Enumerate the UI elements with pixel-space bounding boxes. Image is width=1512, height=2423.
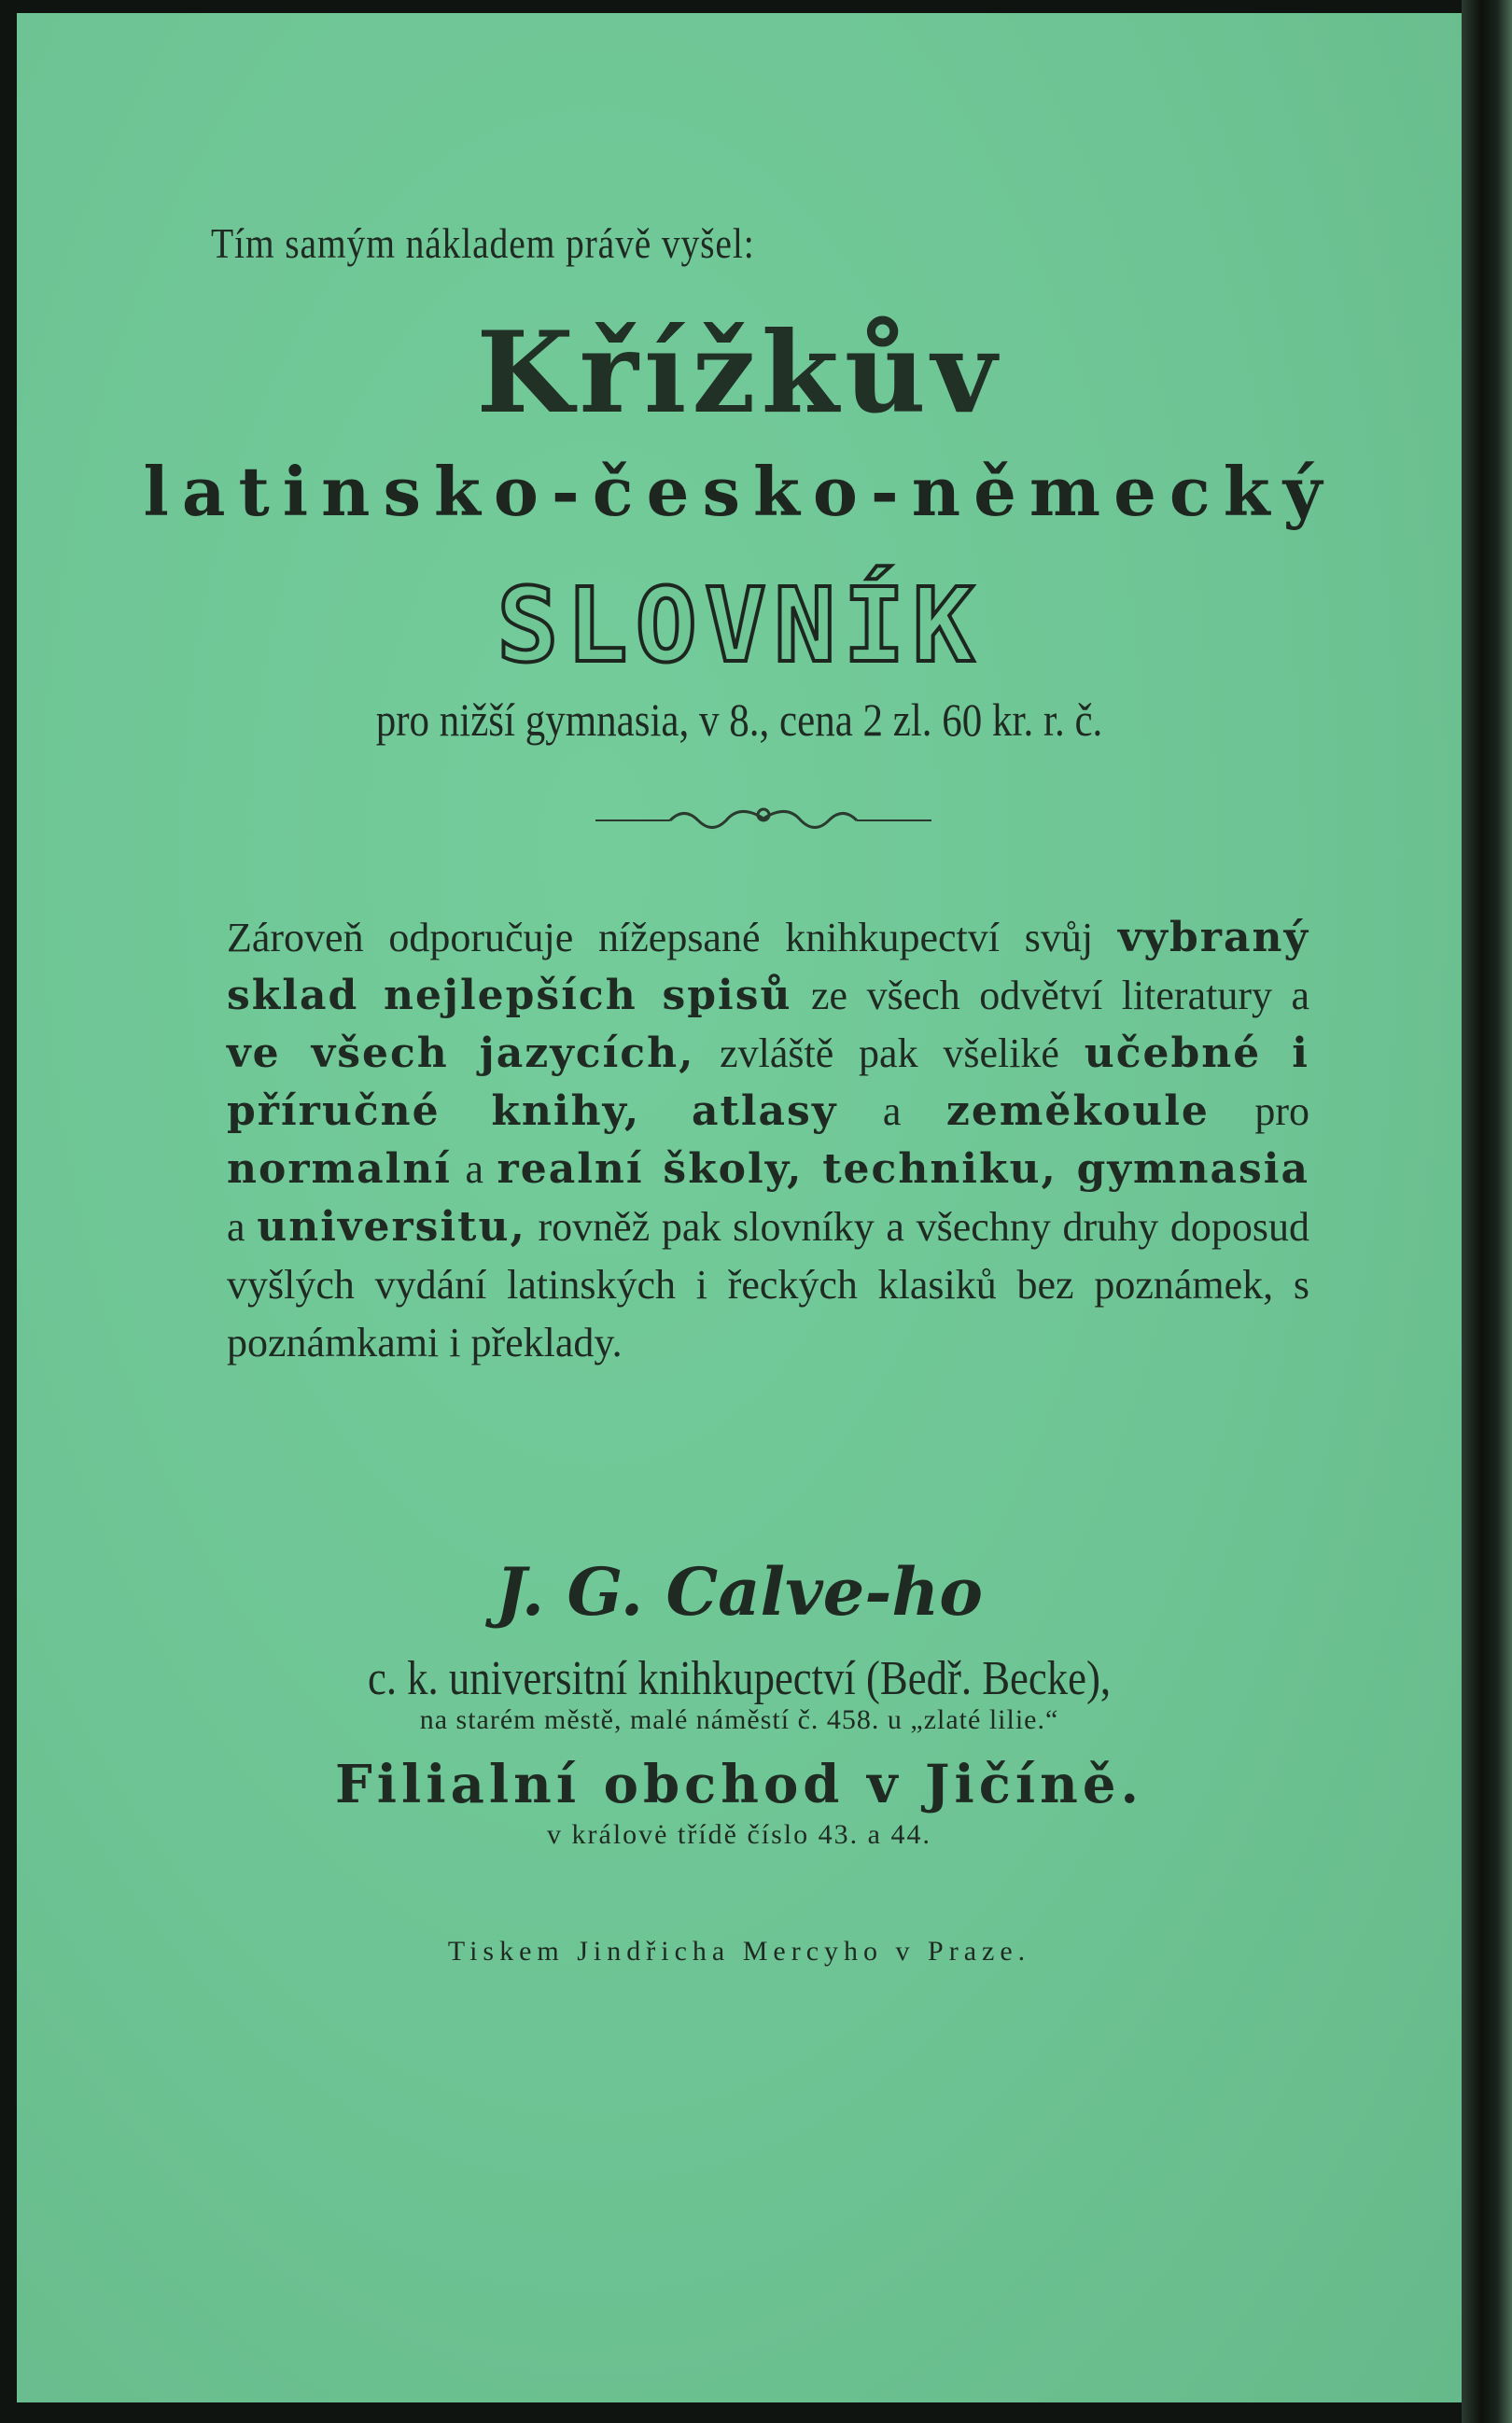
title-subtitle: latinsko-česko-německý — [143, 452, 1336, 531]
book-spine — [1462, 0, 1512, 2423]
branch-address: v královė třídě číslo 43. a 44. — [547, 1819, 931, 1850]
body-text-7: a — [227, 1204, 245, 1250]
body-text-4: a — [882, 1088, 902, 1134]
body-text-6: a — [465, 1146, 484, 1192]
page — [17, 13, 1462, 2402]
body-text-2: ze všech odvětví literatury a — [811, 973, 1310, 1018]
title-name: Křížkův — [476, 307, 1002, 439]
body-bold-3: učebné i příručné knihy, atlasy — [227, 1029, 1310, 1135]
body-bold-2: ve všech jazycích, — [227, 1029, 695, 1077]
body-bold-5: normalní — [227, 1145, 453, 1193]
publisher-name: J. G. Calve-ho — [496, 1553, 983, 1631]
publisher-address: na starém městě, malé náměstí č. 458. u „zlaté lilie.“ — [419, 1704, 1059, 1735]
edition-line: pro nižší gymnasia, v 8., cena 2 zl. 60 kr. r. č. — [375, 693, 1103, 746]
intro-line: Tím samým nákladem právě vyšel: — [211, 219, 755, 267]
advertisement-text — [227, 909, 1309, 1372]
printer-line: Tiskem Jindřicha Mercyho v Praze. — [447, 1936, 1031, 1967]
body-bold-1: vybraný sklad nejlepších spisů — [227, 914, 1310, 1019]
body-text-8: rovněž pak slovníky a všechny druhy doposud vyšlých vydání latinských i řeckých klasiků bez poznámek, s poznámkami i překlady. — [227, 1204, 1309, 1366]
branch-name: Filialní obchod v Jičíně. — [335, 1754, 1143, 1815]
decorative-flourish-icon — [595, 802, 931, 839]
body-text-5: pro — [1254, 1088, 1310, 1134]
body-text-3: zvláště pak všeliké — [720, 1030, 1059, 1076]
title-word: SLOVNÍK — [497, 566, 982, 685]
body-bold-7: universitu, — [257, 1203, 526, 1251]
body-bold-6: realní školy, techniku, gymnasia — [497, 1145, 1309, 1193]
body-text-1: Zároveň odporučuje nížepsané knihkupectví svůj — [227, 915, 1094, 960]
publisher-firm: c. k. universitní knihkupectví (Bedř. Becke), — [367, 1652, 1112, 1705]
body-bold-4: zeměkoule — [945, 1087, 1210, 1135]
